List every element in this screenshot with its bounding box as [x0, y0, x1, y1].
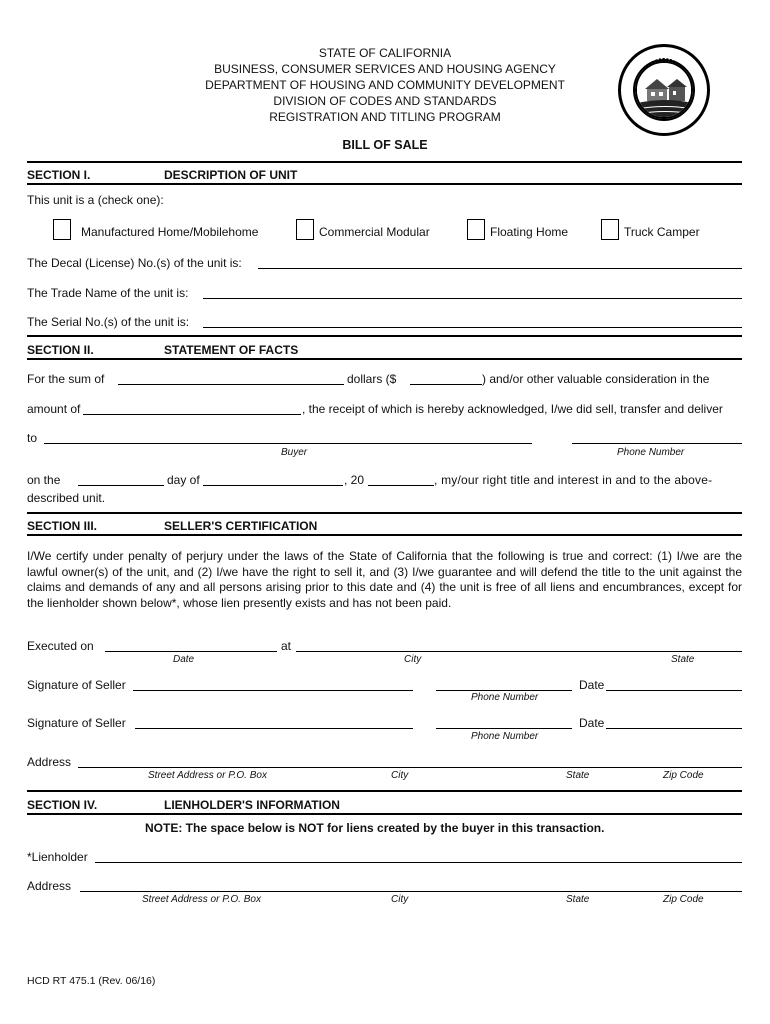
day-field[interactable] — [78, 485, 164, 486]
lien-note: NOTE: The space below is NOT for liens created by the buyer in this transaction. — [145, 821, 605, 835]
seller-signature-field-1[interactable] — [133, 690, 413, 691]
amount-of-label: amount of — [27, 402, 81, 416]
city-caption: City — [391, 894, 409, 905]
month-field[interactable] — [203, 485, 343, 486]
zip-caption: Zip Code — [663, 894, 704, 905]
executed-location-field[interactable] — [296, 651, 742, 652]
section-divider — [27, 358, 742, 360]
on-the-label: on the — [27, 473, 61, 487]
seal-house-icon — [635, 61, 693, 119]
section-3-label: SECTION III. — [27, 519, 98, 533]
dollars-label: dollars ($ — [347, 372, 397, 386]
trade-name-label: The Trade Name of the unit is: — [27, 286, 189, 300]
checkbox-commercial-modular[interactable] — [296, 219, 314, 240]
section-divider — [27, 161, 742, 163]
executed-on-label: Executed on — [27, 639, 94, 653]
consideration-text: ) and/or other valuable consideration in the — [482, 372, 710, 386]
section-1-heading: DESCRIPTION OF UNIT — [164, 168, 298, 182]
buyer-field[interactable] — [44, 443, 532, 444]
section-divider — [27, 813, 742, 815]
section-divider — [27, 512, 742, 514]
zip-caption: Zip Code — [663, 770, 704, 781]
decal-field[interactable] — [258, 268, 742, 269]
checkbox-truck-camper[interactable] — [601, 219, 619, 240]
city-caption: City — [404, 654, 422, 665]
section-4-label: SECTION IV. — [27, 798, 98, 812]
to-label: to — [27, 431, 38, 445]
section-divider — [27, 790, 742, 792]
state-caption: State — [566, 770, 590, 781]
seller-date-field-2[interactable] — [606, 728, 742, 729]
agency-business: BUSINESS, CONSUMER SERVICES AND HOUSING AGENCY — [214, 62, 556, 76]
sum-amount-field[interactable] — [410, 384, 482, 385]
date-label: Date — [579, 678, 605, 692]
street-caption: Street Address or P.O. Box — [148, 770, 267, 781]
section-2-heading: STATEMENT OF FACTS — [164, 343, 299, 357]
section-4-heading: LIENHOLDER'S INFORMATION — [164, 798, 340, 812]
checkbox-floating-home[interactable] — [467, 219, 485, 240]
section-divider — [27, 534, 742, 536]
checkbox-manufactured-home[interactable] — [53, 219, 71, 240]
lienholder-field[interactable] — [95, 862, 742, 863]
lien-address-label: Address — [27, 879, 72, 893]
agency-department: DEPARTMENT OF HOUSING AND COMMUNITY DEVELOPMENT — [205, 78, 565, 92]
receipt-text: , the receipt of which is hereby acknowledged, I/we did sell, transfer and deliver — [302, 402, 723, 416]
for-sum-label: For the sum of — [27, 372, 105, 386]
signature-seller-label: Signature of Seller — [27, 716, 126, 730]
state-caption: State — [566, 894, 590, 905]
seller-address-field[interactable] — [78, 767, 742, 768]
date-caption: Date — [173, 654, 195, 665]
state-caption: State — [671, 654, 695, 665]
amount-field[interactable] — [83, 414, 301, 415]
seller-phone-field-1[interactable] — [436, 690, 572, 691]
described-unit-text: described unit. — [27, 491, 106, 505]
certification-paragraph: I/We certify under penalty of perjury under the laws of the State of California that the following is true and correct: (1) I/we are the lawful owner(s) of the unit, and (2) I/we have the right to sell it, and (3) I/we guarantee and will defend the title to the unit against the claims and demands of any and all persons arising prior to this date and (4) the unit is free of all liens and encumbrances, except for the lienholder shown below*, whose lien presently exists and has not been paid. — [27, 549, 742, 610]
section-3-heading: SELLER'S CERTIFICATION — [164, 519, 318, 533]
date-label: Date — [579, 716, 605, 730]
agency-division: DIVISION OF CODES AND STANDARDS — [273, 94, 497, 108]
executed-date-field[interactable] — [105, 651, 277, 652]
agency-program: REGISTRATION AND TITLING PROGRAM — [269, 110, 501, 124]
option-commercial-modular: Commercial Modular — [319, 225, 430, 239]
seller-date-field-1[interactable] — [606, 690, 742, 691]
year-field[interactable] — [368, 485, 434, 486]
form-number: HCD RT 475.1 (Rev. 06/16) — [27, 975, 156, 987]
serial-label: The Serial No.(s) of the unit is: — [27, 315, 190, 329]
year-prefix: , 20 — [344, 473, 365, 487]
hcd-seal-logo — [618, 44, 710, 136]
right-title-text: , my/our right title and interest in and to the above- — [434, 473, 713, 487]
seller-signature-field-2[interactable] — [135, 728, 413, 729]
phone-caption: Phone Number — [617, 447, 685, 458]
day-of-label: day of — [167, 473, 200, 487]
buyer-phone-field[interactable] — [572, 443, 742, 444]
option-floating-home: Floating Home — [490, 225, 569, 239]
form-title: BILL OF SALE — [342, 138, 428, 152]
agency-state: STATE OF CALIFORNIA — [318, 46, 452, 60]
buyer-caption: Buyer — [281, 447, 308, 458]
sum-words-field[interactable] — [118, 384, 344, 385]
lienholder-label: *Lienholder — [27, 850, 88, 864]
lien-address-field[interactable] — [80, 891, 742, 892]
section-divider — [27, 335, 742, 337]
phone-caption: Phone Number — [471, 692, 539, 703]
section-1-label: SECTION I. — [27, 168, 91, 182]
phone-caption: Phone Number — [471, 731, 539, 742]
city-caption: City — [391, 770, 409, 781]
option-truck-camper: Truck Camper — [624, 225, 700, 239]
trade-name-field[interactable] — [203, 298, 742, 299]
option-manufactured-home: Manufactured Home/Mobilehome — [81, 225, 259, 239]
seller-phone-field-2[interactable] — [436, 728, 572, 729]
signature-seller-label: Signature of Seller — [27, 678, 126, 692]
street-caption: Street Address or P.O. Box — [142, 894, 261, 905]
at-label: at — [281, 639, 292, 653]
serial-field[interactable] — [203, 327, 742, 328]
address-label: Address — [27, 755, 72, 769]
section-divider — [27, 183, 742, 185]
decal-label: The Decal (License) No.(s) of the unit is: — [27, 256, 242, 270]
unit-type-prompt: This unit is a (check one): — [27, 193, 164, 207]
section-2-label: SECTION II. — [27, 343, 94, 357]
